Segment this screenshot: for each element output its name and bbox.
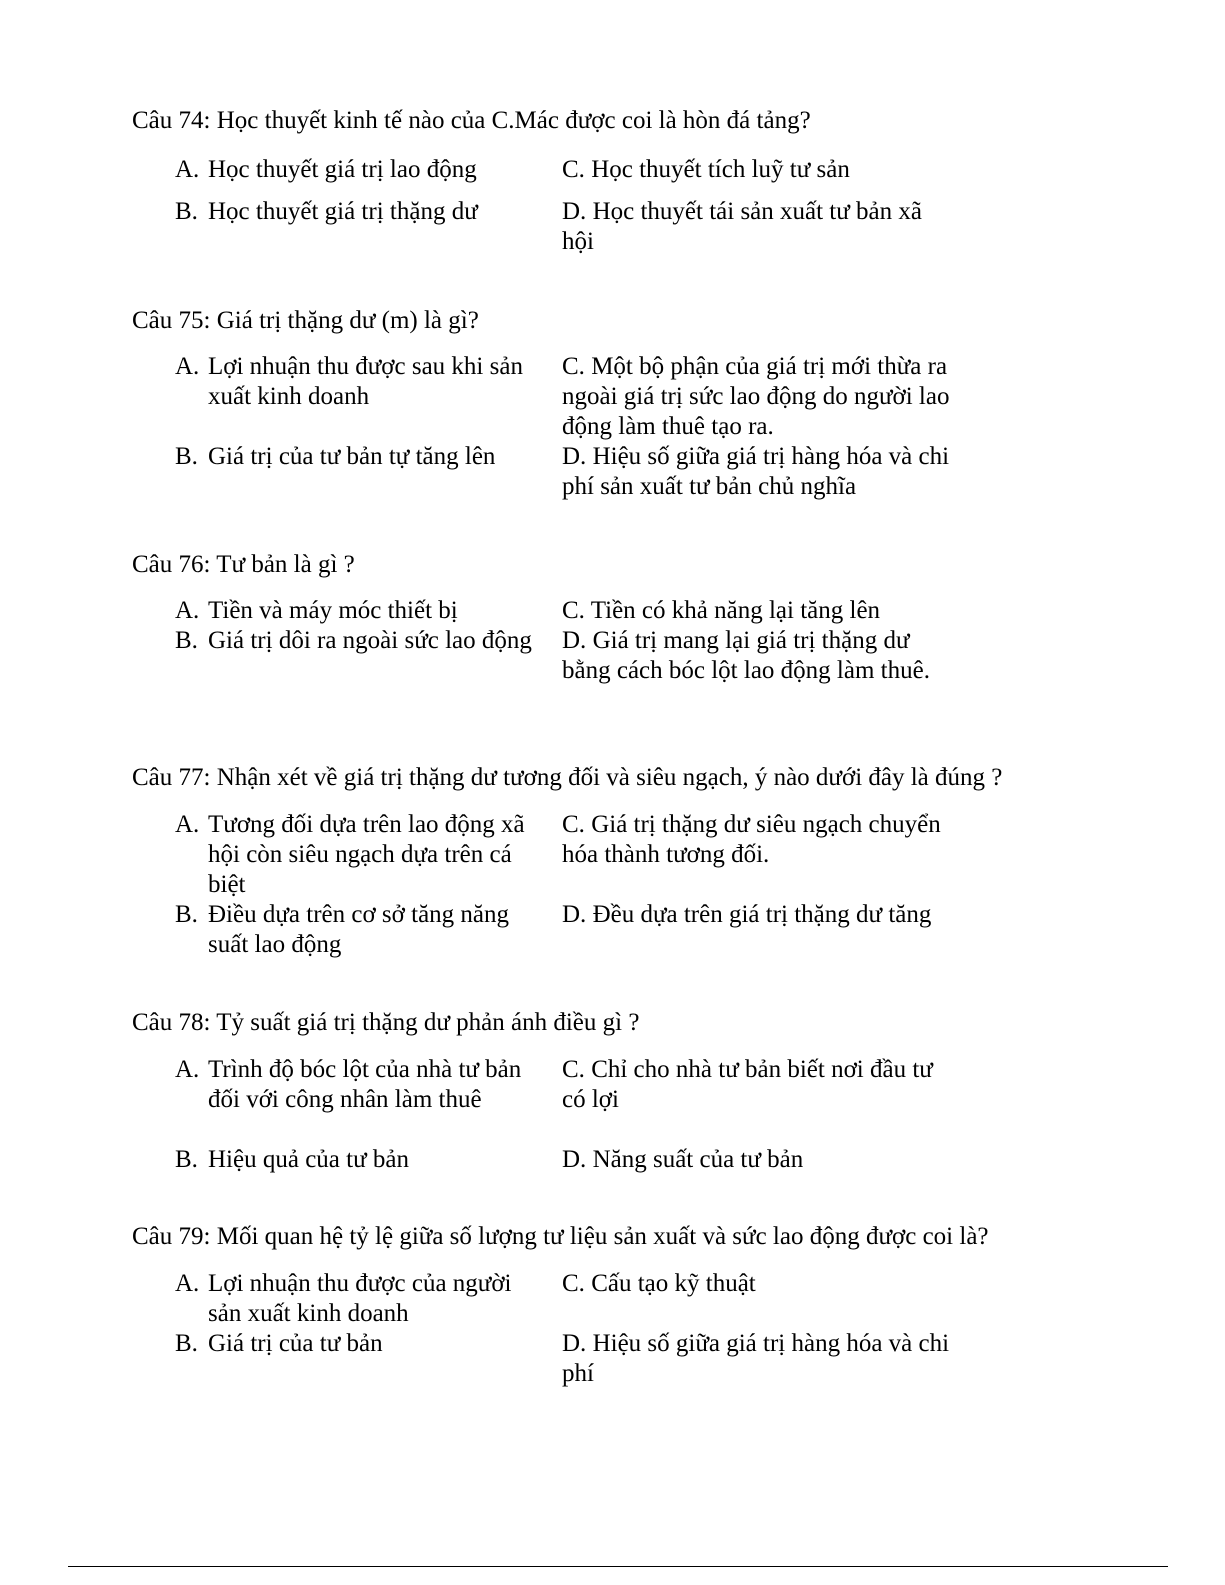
option-d: [562, 1329, 952, 1389]
option-text: Năng suất của tư bản: [592, 1146, 804, 1173]
question-77: [132, 763, 1132, 958]
option-text: Đều dựa trên giá trị thặng dư tăng: [592, 901, 932, 928]
option-text: Tiền có khả năng lại tăng lên: [590, 597, 881, 624]
option-text: Giá trị dôi ra ngoài sức lao động: [208, 627, 532, 654]
option-letter: C.: [562, 811, 585, 838]
option-letter: A.: [175, 353, 200, 380]
option-text: Học thuyết giá trị lao động: [208, 156, 477, 183]
option-letter: C.: [562, 1270, 585, 1297]
option-text: Giá trị mang lại giá trị thặng dư bằng cách bóc lột lao động làm thuê.: [562, 627, 930, 684]
option-a: [175, 810, 540, 900]
page-bottom-divider: [68, 1566, 1168, 1567]
option-d: [562, 442, 952, 502]
option-letter: D.: [562, 198, 587, 225]
option-d: [562, 1145, 952, 1175]
option-text: Lợi nhuận thu được của người sản xuất kinh doanh: [208, 1270, 512, 1327]
option-letter: D.: [562, 1146, 587, 1173]
option-b: [175, 1145, 540, 1175]
option-text: Hiệu số giữa giá trị hàng hóa và chi phí sản xuất tư bản chủ nghĩa: [562, 443, 950, 500]
option-d: [562, 197, 952, 257]
option-text: Tiền và máy móc thiết bị: [208, 597, 458, 624]
option-text: Tương đối dựa trên lao động xã hội còn siêu ngạch dựa trên cá biệt: [208, 811, 525, 898]
option-text: Học thuyết tái sản xuất tư bản xã hội: [562, 198, 922, 255]
option-b: [175, 900, 540, 960]
question-text: Câu 74: Học thuyết kinh tế nào của C.Mác được coi là hòn đá tảng?: [132, 107, 811, 134]
option-letter: B.: [175, 1330, 198, 1357]
option-letter: D.: [562, 1330, 587, 1357]
option-a: [175, 352, 540, 412]
option-c: [562, 352, 952, 442]
option-c: [562, 810, 952, 870]
option-a: [175, 1055, 540, 1115]
option-b: [175, 626, 540, 656]
option-text: Điều dựa trên cơ sở tăng năng suất lao động: [208, 901, 510, 958]
option-a: [175, 1269, 540, 1329]
question-75: [132, 306, 1132, 500]
option-a: [175, 596, 540, 626]
option-letter: B.: [175, 198, 198, 225]
option-letter: C.: [562, 1056, 585, 1083]
option-letter: B.: [175, 1146, 198, 1173]
option-letter: A.: [175, 811, 200, 838]
option-letter: C.: [562, 156, 585, 183]
option-letter: D.: [562, 443, 587, 470]
question-79: [132, 1222, 1132, 1387]
option-text: Chỉ cho nhà tư bản biết nơi đầu tư có lợi: [562, 1056, 933, 1113]
option-a: [175, 155, 540, 185]
option-letter: A.: [175, 1270, 200, 1297]
option-d: [562, 626, 952, 686]
option-letter: C.: [562, 353, 585, 380]
option-text: Hiệu số giữa giá trị hàng hóa và chi phí: [562, 1330, 950, 1387]
option-text: Lợi nhuận thu được sau khi sản xuất kinh doanh: [208, 353, 523, 410]
question-76: [132, 550, 1132, 684]
option-letter: B.: [175, 901, 198, 928]
question-text: Câu 79: Mối quan hệ tỷ lệ giữa số lượng tư liệu sản xuất và sức lao động được coi là?: [132, 1223, 989, 1250]
option-letter: A.: [175, 1056, 200, 1083]
option-c: [562, 596, 952, 626]
option-c: [562, 1269, 952, 1299]
option-b: [175, 442, 540, 472]
question-text: Câu 77: Nhận xét về giá trị thặng dư tương đối và siêu ngạch, ý nào dưới đây là đúng ?: [132, 764, 1003, 791]
option-c: [562, 1055, 952, 1115]
question-74: [132, 106, 1132, 255]
option-text: Giá trị của tư bản tự tăng lên: [208, 443, 496, 470]
option-text: Cấu tạo kỹ thuật: [591, 1270, 756, 1297]
option-letter: D.: [562, 901, 587, 928]
question-text: Câu 76: Tư bản là gì ?: [132, 551, 355, 578]
question-text: Câu 78: Tỷ suất giá trị thặng dư phản ánh điều gì ?: [132, 1009, 640, 1036]
option-letter: A.: [175, 597, 200, 624]
option-b: [175, 1329, 540, 1359]
option-letter: D.: [562, 627, 587, 654]
option-text: Một bộ phận của giá trị mới thừa ra ngoài giá trị sức lao động do người lao động làm thuê tạo ra.: [562, 353, 950, 440]
question-78: [132, 1008, 1132, 1173]
option-letter: B.: [175, 443, 198, 470]
option-letter: C.: [562, 597, 585, 624]
option-text: Học thuyết giá trị thặng dư: [208, 198, 478, 225]
question-text: Câu 75: Giá trị thặng dư (m) là gì?: [132, 307, 479, 334]
option-letter: A.: [175, 156, 200, 183]
option-text: Hiệu quả của tư bản: [208, 1146, 409, 1173]
option-text: Giá trị của tư bản: [208, 1330, 383, 1357]
option-text: Giá trị thặng dư siêu ngạch chuyển hóa thành tương đối.: [562, 811, 941, 868]
option-text: Học thuyết tích luỹ tư sản: [591, 156, 850, 183]
option-d: [562, 900, 952, 930]
option-c: [562, 155, 952, 185]
option-letter: B.: [175, 627, 198, 654]
option-b: [175, 197, 540, 227]
option-text: Trình độ bóc lột của nhà tư bản đối với công nhân làm thuê: [208, 1056, 522, 1113]
